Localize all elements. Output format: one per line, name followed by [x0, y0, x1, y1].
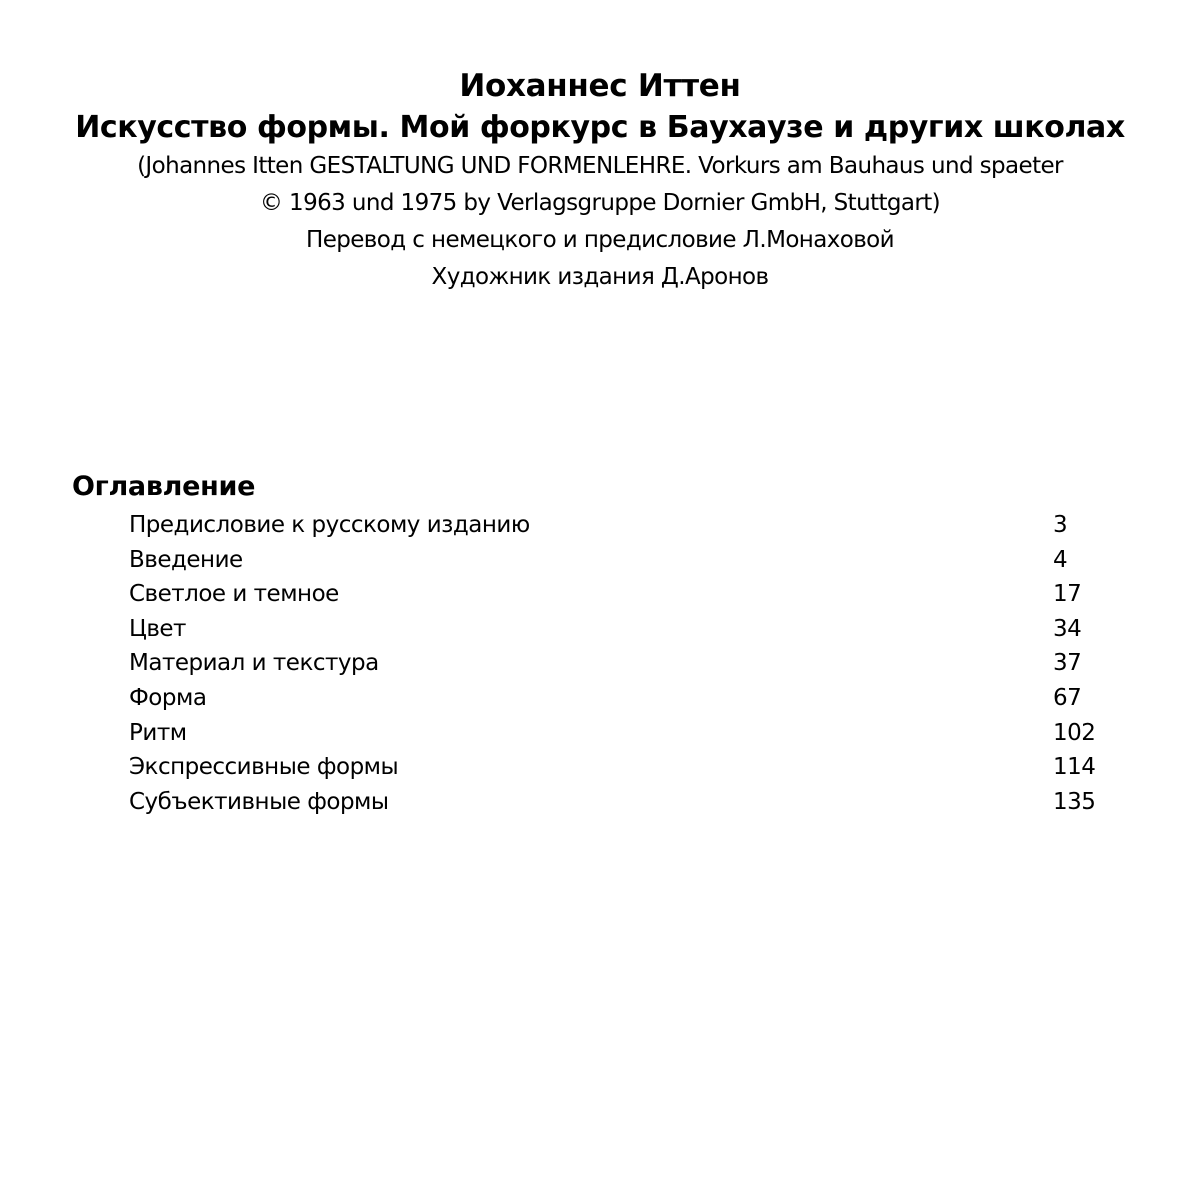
toc-entry[interactable]: [72, 785, 1132, 820]
toc-entry-page: 4: [1053, 546, 1068, 573]
artist-credit: Художник издания Д.Аронов: [431, 264, 769, 290]
toc-entry-page: 3: [1053, 512, 1068, 538]
toc-entry[interactable]: [72, 508, 1132, 543]
toc-list: [72, 508, 1132, 819]
toc-entry-title: Экспрессивные формы: [129, 754, 399, 781]
toc-entry-page: 67: [1053, 684, 1082, 711]
toc-entry-page: 34: [1053, 615, 1082, 642]
book-title: Искусство формы. Мой форкурс в Баухаузе и других школах: [75, 110, 1125, 145]
toc-entry-page: 37: [1053, 650, 1082, 677]
toc-entry-title: Материал и текстура: [129, 650, 379, 677]
toc-entry-title: Светлое и темное: [129, 581, 339, 608]
toc-entry-title: Форма: [129, 684, 207, 711]
toc-entry[interactable]: [72, 646, 1132, 681]
toc-entry-title: Ритм: [129, 719, 187, 746]
toc-entry[interactable]: [72, 716, 1132, 751]
translation-credit: Перевод с немецкого и предисловие Л.Монаховой: [306, 227, 894, 253]
toc-entry-title: Предисловие к русскому изданию: [129, 512, 530, 538]
toc-heading: Оглавление: [72, 471, 256, 502]
toc-entry-page: 135: [1053, 788, 1096, 815]
toc-entry-page: 114: [1053, 754, 1096, 781]
toc-entry[interactable]: [72, 612, 1132, 647]
table-of-contents: [72, 468, 1132, 819]
author-name: Иоханнес Иттен: [459, 68, 741, 104]
toc-entry-page: 17: [1053, 581, 1082, 608]
toc-entry-title: Введение: [129, 546, 243, 573]
copyright-line: © 1963 und 1975 by Verlagsgruppe Dornier GmbH, Stuttgart): [259, 190, 941, 216]
toc-entry[interactable]: [72, 577, 1132, 612]
toc-entry-title: Цвет: [129, 615, 186, 642]
toc-entry[interactable]: [72, 750, 1132, 785]
toc-entry[interactable]: [72, 681, 1132, 716]
toc-entry[interactable]: [72, 543, 1132, 578]
toc-entry-page: 102: [1053, 719, 1096, 746]
toc-entry-title: Субъективные формы: [129, 788, 389, 815]
original-title-line: (Johannes Itten GESTALTUNG UND FORMENLEHRE. Vorkurs am Bauhaus und spaeter: [137, 153, 1063, 179]
title-block: [0, 64, 1200, 296]
